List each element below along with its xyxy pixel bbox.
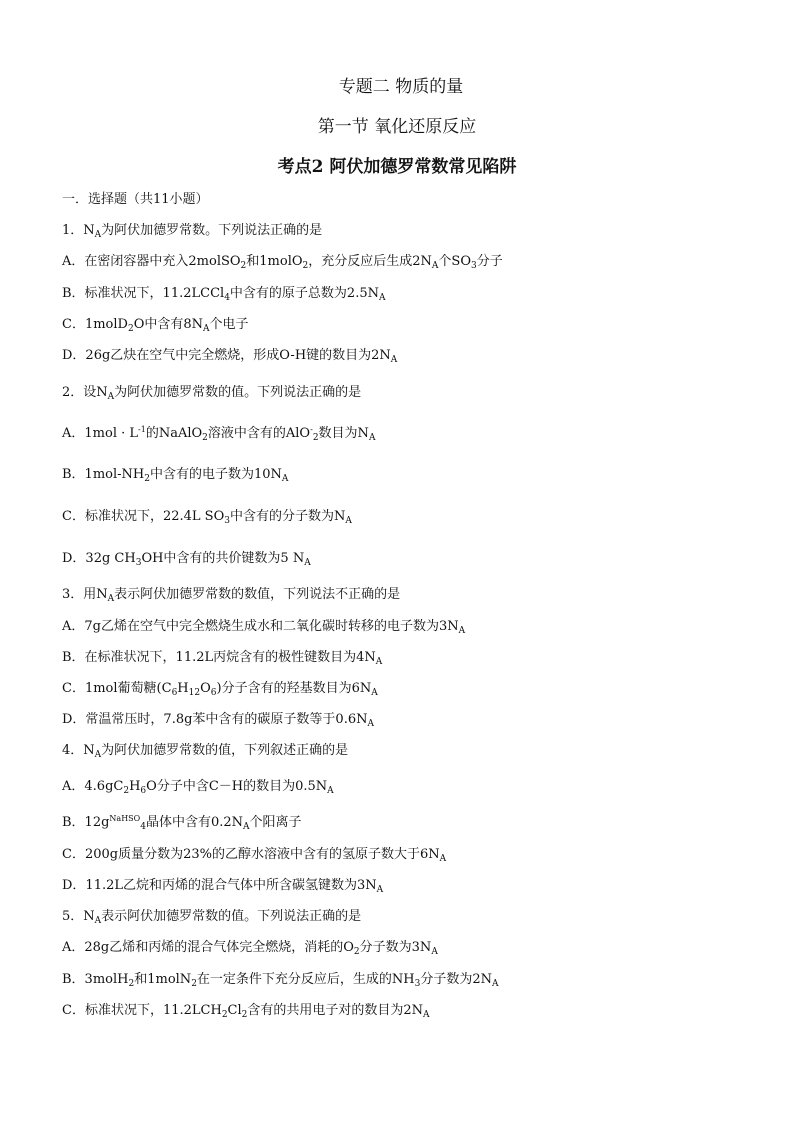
section-title: 第一节 氧化还原反应 — [317, 117, 477, 137]
question-1-option-d: D．26g乙炔在空气中完全燃烧，形成O-H键的数目为$2N_A$ — [62, 348, 398, 365]
part-heading: 一．选择题（共11小题） — [62, 192, 209, 207]
question-4-option-c: C．200g质量分数为23%的乙醇水溶液中含有的氢原子数大于$6N_A$ — [62, 847, 447, 864]
question-5-option-c: C．标准状况下，$11.2LCH_2Cl_2$含有的共用电子对的数目为$2N_A$ — [62, 1003, 430, 1020]
document-title: 专题二 物质的量 — [338, 77, 464, 97]
question-4-option-a: A．$4.6gC_2H_6O$分子中含C－H的数目为$0.5N_A$ — [62, 779, 334, 796]
question-1-option-b: B．标准状况下，11.2LCCl$_4$中含有的原子总数为$2.5N_A$ — [62, 286, 386, 303]
question-1-stem: 1．$N_A$为阿伏加德罗常数。下列说法正确的是 — [62, 223, 323, 240]
question-3-stem: 3．用$N_A$表示阿伏加德罗常数的数值，下列说法不正确的是 — [62, 587, 401, 604]
question-4-option-b: B．$12g^{NaHSO}_4$晶体中含有$0.2N_A$个阳离子 — [62, 814, 302, 832]
question-3-option-b: B．在标准状况下，11.2L丙烷含有的极性键数目为$4N_A$ — [62, 650, 383, 667]
question-4-stem: 4．$N_A$为阿伏加德罗常数的值，下列叙述正确的是 — [62, 743, 349, 760]
question-3-option-a: A．7g乙烯在空气中完全燃烧生成水和二氧化碳时转移的电子数为$3N_A$ — [62, 619, 466, 636]
question-3-option-c: C．1mol葡萄糖$(C_6H_{12}O_6)$分子含有的羟基数目为$6N_A$ — [62, 681, 378, 698]
question-1-option-c: C．1molD$_2$O中含有$8N_A$个电子 — [62, 317, 249, 334]
question-2-option-c: C．标准状况下，22.4L $SO_3$中含有的分子数为$N_A$ — [62, 509, 352, 526]
question-5-option-b: B．3molH$_2$和1molN$_2$在一定条件下充分反应后，生成的$NH_3$分子数为$2N_A$ — [62, 972, 499, 989]
question-2-option-d: D．32g $CH_3OH$中含有的共价键数为5 $N_A$ — [62, 551, 311, 568]
question-1-option-a: A．在密闭容器中充入2molSO$_2$和1molO$_2$，充分反应后生成$2N_A$个$SO_3$分子 — [62, 254, 503, 271]
question-2-option-a: A．$1mol \cdot L^{-1}$的NaAlO$_2$溶液中含有的AlO-$_2$数目为$N_A$ — [62, 425, 376, 443]
question-2-stem: 2．设$N_A$为阿伏加德罗常数的值。下列说法正确的是 — [62, 385, 362, 402]
question-3-option-d: D．常温常压时，7.8g苯中含有的碳原子数等于$0.6N_A$ — [62, 712, 374, 729]
question-4-option-d: D．11.2L乙烷和丙烯的混合气体中所含碳氢键数为$3N_A$ — [62, 878, 384, 895]
question-5-option-a: A．28g乙烯和丙烯的混合气体完全燃烧，消耗的$O_2$分子数为$3N_A$ — [62, 940, 438, 957]
question-5-stem: 5．$N_A$表示阿伏加德罗常数的值。下列说法正确的是 — [62, 909, 362, 926]
topic-title: 考点2 阿伏加德罗常数常见陷阱 — [277, 157, 517, 177]
question-2-option-b: B．$1mol-NH_2$中含有的电子数为$10N_A$ — [62, 467, 289, 484]
